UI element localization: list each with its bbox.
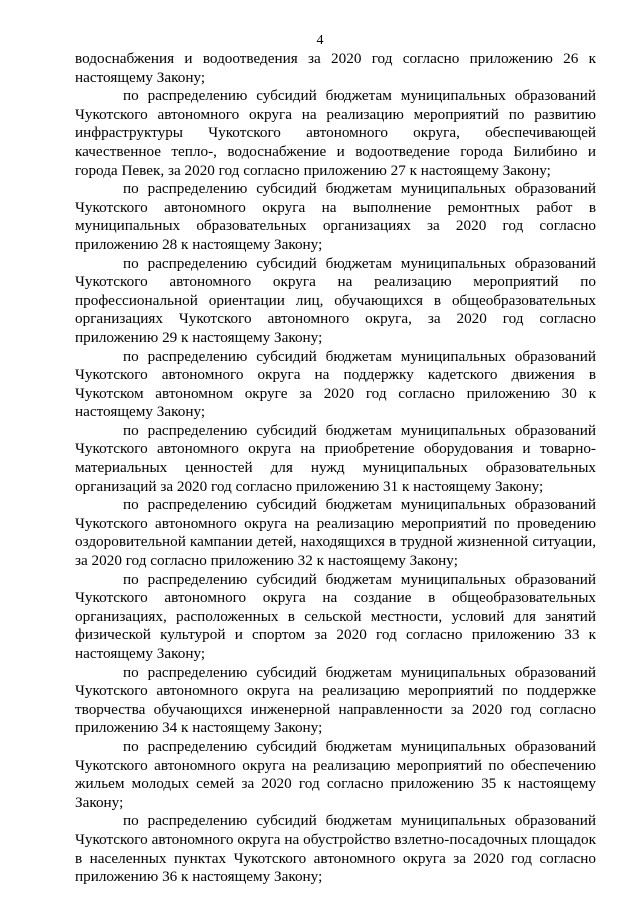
paragraph-appendix-32: по распределению субсидий бюджетам муниципальных образований Чукотского автономного округа на реализацию мероприятий по проведению оздоровительной кампании детей, находящихся в трудной жизненной ситуации, за 2020 год согласно приложению 32 к настоящему Закону;: [75, 496, 596, 570]
paragraph-appendix-27: по распределению субсидий бюджетам муниципальных образований Чукотского автономного округа на реализацию мероприятий по развитию инфраструктуры Чукотского автономного округа, обеспечивающей качественное тепло-, водоснабжение и водоотведение города Билибино и города Певек, за 2020 год согласно приложению 27 к настоящему Закону;: [75, 87, 596, 179]
page-number: 4: [316, 33, 324, 48]
paragraph-appendix-26: водоснабжения и водоотведения за 2020 год согласно приложению 26 к настоящему Закону;: [75, 50, 596, 86]
paragraph-appendix-36: по распределению субсидий бюджетам муниципальных образований Чукотского автономного округа на обустройство взлетно-посадочных площадок в населенных пунктах Чукотского автономного округа за 2020 год согласно приложению 36 к настоящему Закону;: [75, 812, 596, 886]
document-body: [75, 50, 596, 887]
paragraph-appendix-28: по распределению субсидий бюджетам муниципальных образований Чукотского автономного округа на выполнение ремонтных работ в муниципальных образовательных организациях за 2020 год согласно приложению 28 к настоящему Закону;: [75, 180, 596, 253]
paragraph-appendix-30: по распределению субсидий бюджетам муниципальных образований Чукотского автономного округа на поддержку кадетского движения в Чукотском автономном округе за 2020 год согласно приложению 30 к настоящему Закону;: [75, 347, 596, 421]
paragraph-appendix-29: по распределению субсидий бюджетам муниципальных образований Чукотского автономного округа на реализацию мероприятий по профессиональной ориентации лиц, обучающихся в общеобразовательных организациях Чукотского автономного округа, за 2020 год согласно приложению 29 к настоящему Закону;: [75, 254, 596, 346]
paragraph-appendix-34: по распределению субсидий бюджетам муниципальных образований Чукотского автономного округа на реализацию мероприятий по поддержке творчества обучающихся инженерной направленности за 2020 год согласно приложению 34 к настоящему Закону;: [75, 663, 596, 737]
paragraph-appendix-31: по распределению субсидий бюджетам муниципальных образований Чукотского автономного округа на приобретение оборудования и товарно-материальных ценностей для нужд муниципальных образовательных организаций за 2020 год согласно приложению 31 к настоящему Закону;: [75, 421, 596, 495]
paragraph-appendix-33: по распределению субсидий бюджетам муниципальных образований Чукотского автономного округа на создание в общеобразовательных организациях, расположенных в сельской местности, условий для занятий физической культурой и спортом за 2020 год согласно приложению 33 к настоящему Закону;: [75, 570, 596, 662]
paragraph-appendix-35: по распределению субсидий бюджетам муниципальных образований Чукотского автономного округа на реализацию мероприятий по обеспечению жильем молодых семей за 2020 год согласно приложению 35 к настоящему Закону;: [75, 737, 596, 811]
